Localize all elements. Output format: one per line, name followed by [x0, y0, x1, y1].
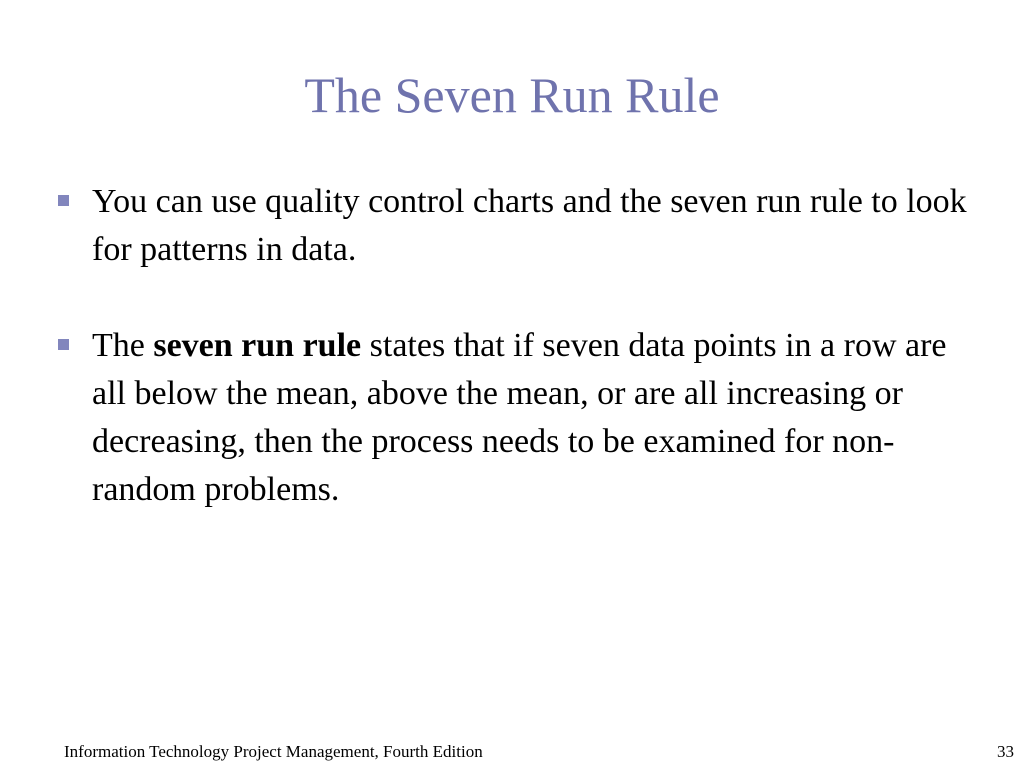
- footer-text: Information Technology Project Management, Fourth Edition: [64, 742, 483, 761]
- bullet-item-1: [56, 178, 986, 274]
- bullet-2-bold-term: seven run rule: [153, 327, 362, 364]
- slide-title: The Seven Run Rule: [304, 67, 720, 123]
- bullet-2-prefix: The: [92, 327, 154, 364]
- page-number: 33: [997, 742, 1014, 761]
- bullet-item-2: [56, 322, 986, 514]
- square-bullet-icon: [58, 339, 69, 350]
- bullet-2-suffix: states that if seven data points in a row are all below the mean, above the mean, or are all increasing or decreasing, then the process needs to be examined for non-random problems.: [92, 327, 947, 508]
- bullet-list: [56, 178, 986, 562]
- bullet-1-text: You can use quality control charts and the seven run rule to look for patterns in data.: [92, 183, 967, 268]
- square-bullet-icon: [58, 195, 69, 206]
